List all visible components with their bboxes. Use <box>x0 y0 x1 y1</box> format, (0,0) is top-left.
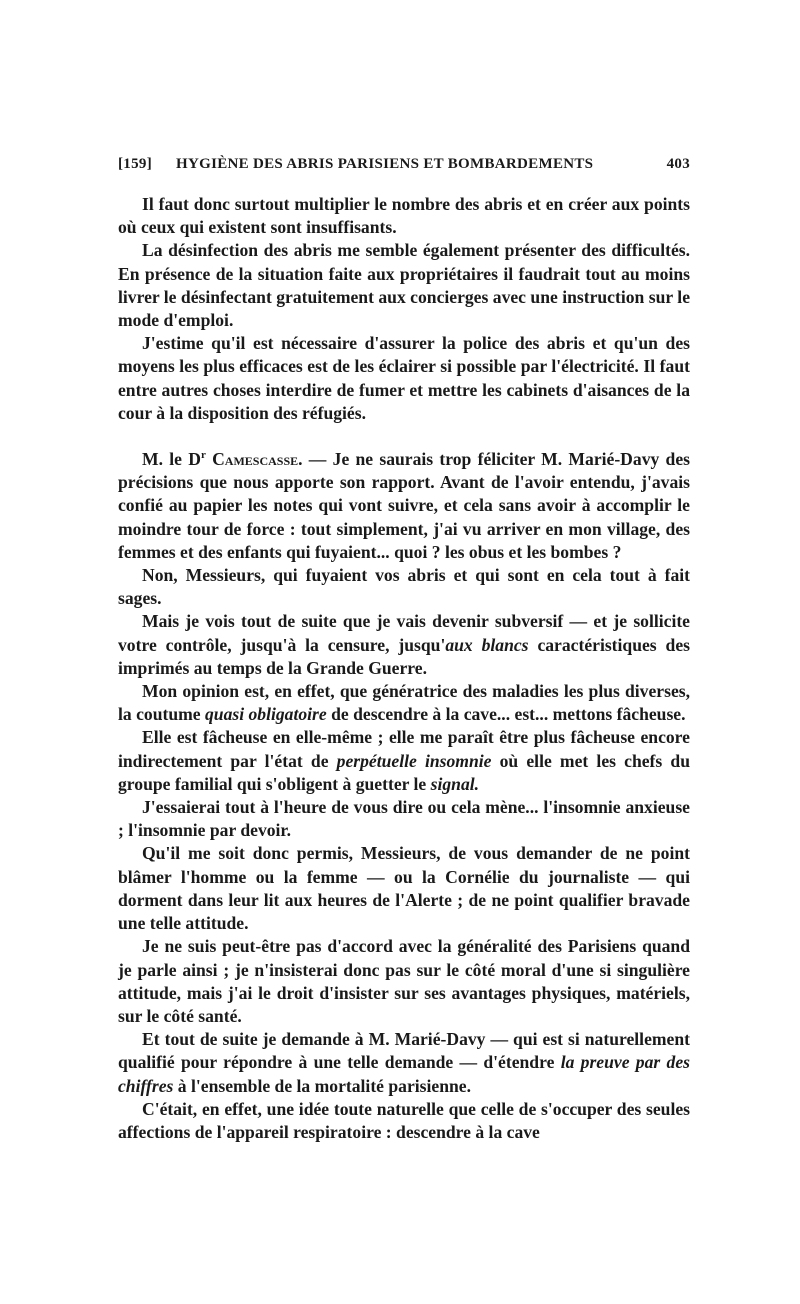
paragraph-12-text-c: à l'ensemble de la mortalité parisienne. <box>173 1075 471 1096</box>
speaker-name: Camescasse. <box>205 449 303 470</box>
paragraph-8-italic-b: perpétuelle insomnie <box>336 750 492 771</box>
paragraph-12-text-a: Et tout de suite je demande à M. Marié-Davy — qui est si naturellement qualifié pour répondre à une telle demande — d'étendre <box>118 1029 690 1073</box>
paragraph-4-text: — Je ne saurais trop féliciter M. Marié-Davy des précisions que nous apporte son rapport. Avant de l'avoir entendu, j'avais confié au papier les notes qui vont suivre, et cela sans avoir à accomplir le moindre tour de force : tout simplement, j'ai vu arriver en mon village, des femmes et des enfants qui fuyaient... quoi ? les obus et les bombes ? <box>118 449 690 562</box>
paragraph-10: Qu'il me soit donc permis, Messieurs, de vous demander de ne point blâmer l'homme ou la femme — ou la Cornélie du journaliste — qui dorment dans leur lit aux heures de l'Alerte ; de ne point qualifier bravade une telle attitude. <box>118 843 690 934</box>
running-title: HYGIÈNE DES ABRIS PARISIENS ET BOMBARDEMENTS <box>176 156 594 172</box>
paragraph-8-text-a: Elle est fâcheuse en elle-même ; elle me paraît être plus fâcheuse encore indirectement par l'état de <box>118 727 690 771</box>
paragraph-8-italic-d: signal. <box>430 773 480 794</box>
paragraph-6 <box>118 610 690 680</box>
paragraph-8-text-c: où elle met les chefs du groupe familial qui s'obligent à guetter le <box>118 750 690 794</box>
paragraph-9: J'essaierai tout à l'heure de vous dire ou cela mène... l'insomnie anxieuse ; l'insomnie par devoir. <box>118 797 690 841</box>
paragraph-12-italic: la preuve par des chiffres <box>118 1052 690 1096</box>
paragraph-3: J'estime qu'il est nécessaire d'assurer la police des abris et qu'un des moyens les plus efficaces est de les éclairer si possible par l'électricité. Il faut entre autres choses interdire de fumer et mettre les cabinets d'aisances de la cour à la disposition des réfugiés. <box>118 333 690 423</box>
paragraph-2: La désinfection des abris me semble également présenter des difficultés. En présence de la situation faite aux propriétaires il faudrait tout au moins livrer le désinfectant gratuitement aux concierges avec une instruction sur le mode d'emploi. <box>118 240 690 331</box>
speaker-title-sup: r <box>200 449 206 462</box>
page-number: 403 <box>666 156 690 172</box>
paragraph-11: Je ne suis peut-être pas d'accord avec la généralité des Parisiens quand je parle ainsi ; je n'insisterai donc pas sur le côté moral d'une si singulière attitude, mais j'ai le droit d'insister sur ses avantages physiques, matériels, sur le côté santé. <box>118 936 690 1026</box>
paragraph-6-italic: aux blancs <box>445 634 529 655</box>
paragraph-12 <box>118 1028 690 1098</box>
paragraph-8 <box>118 726 690 796</box>
running-header <box>118 156 690 180</box>
body-text <box>118 193 690 1144</box>
paragraph-5: Non, Messieurs, qui fuyaient vos abris et qui sont en cela tout à fait sages. <box>118 565 690 609</box>
paragraph-6-text-c: caractéristiques des imprimés au temps de la Grande Guerre. <box>118 634 690 678</box>
speaker-prefix: M. le D <box>142 449 201 470</box>
paragraph-7 <box>118 680 690 726</box>
paragraph-7-text-c: de descendre à la cave... est... mettons fâcheuse. <box>326 704 686 725</box>
page-reference: [159] <box>118 156 152 172</box>
paragraph-6-text-a: Mais je vois tout de suite que je vais devenir subversif — et je sollicite votre contrôle, jusqu'à la censure, jusqu' <box>118 611 690 655</box>
paragraph-7-italic: quasi obligatoire <box>204 704 327 725</box>
paragraph-4 <box>118 448 690 564</box>
paragraph-1: Il faut donc surtout multiplier le nombre des abris et en créer aux points où ceux qui existent sont insuffisants. <box>118 194 690 238</box>
paragraph-13: C'était, en effet, une idée toute naturelle que celle de s'occuper des seules affections de l'appareil respiratoire : descendre à la cave <box>118 1098 690 1142</box>
paragraph-7-text-a: Mon opinion est, en effet, que génératrice des maladies les plus diverses, la coutume <box>118 681 690 725</box>
